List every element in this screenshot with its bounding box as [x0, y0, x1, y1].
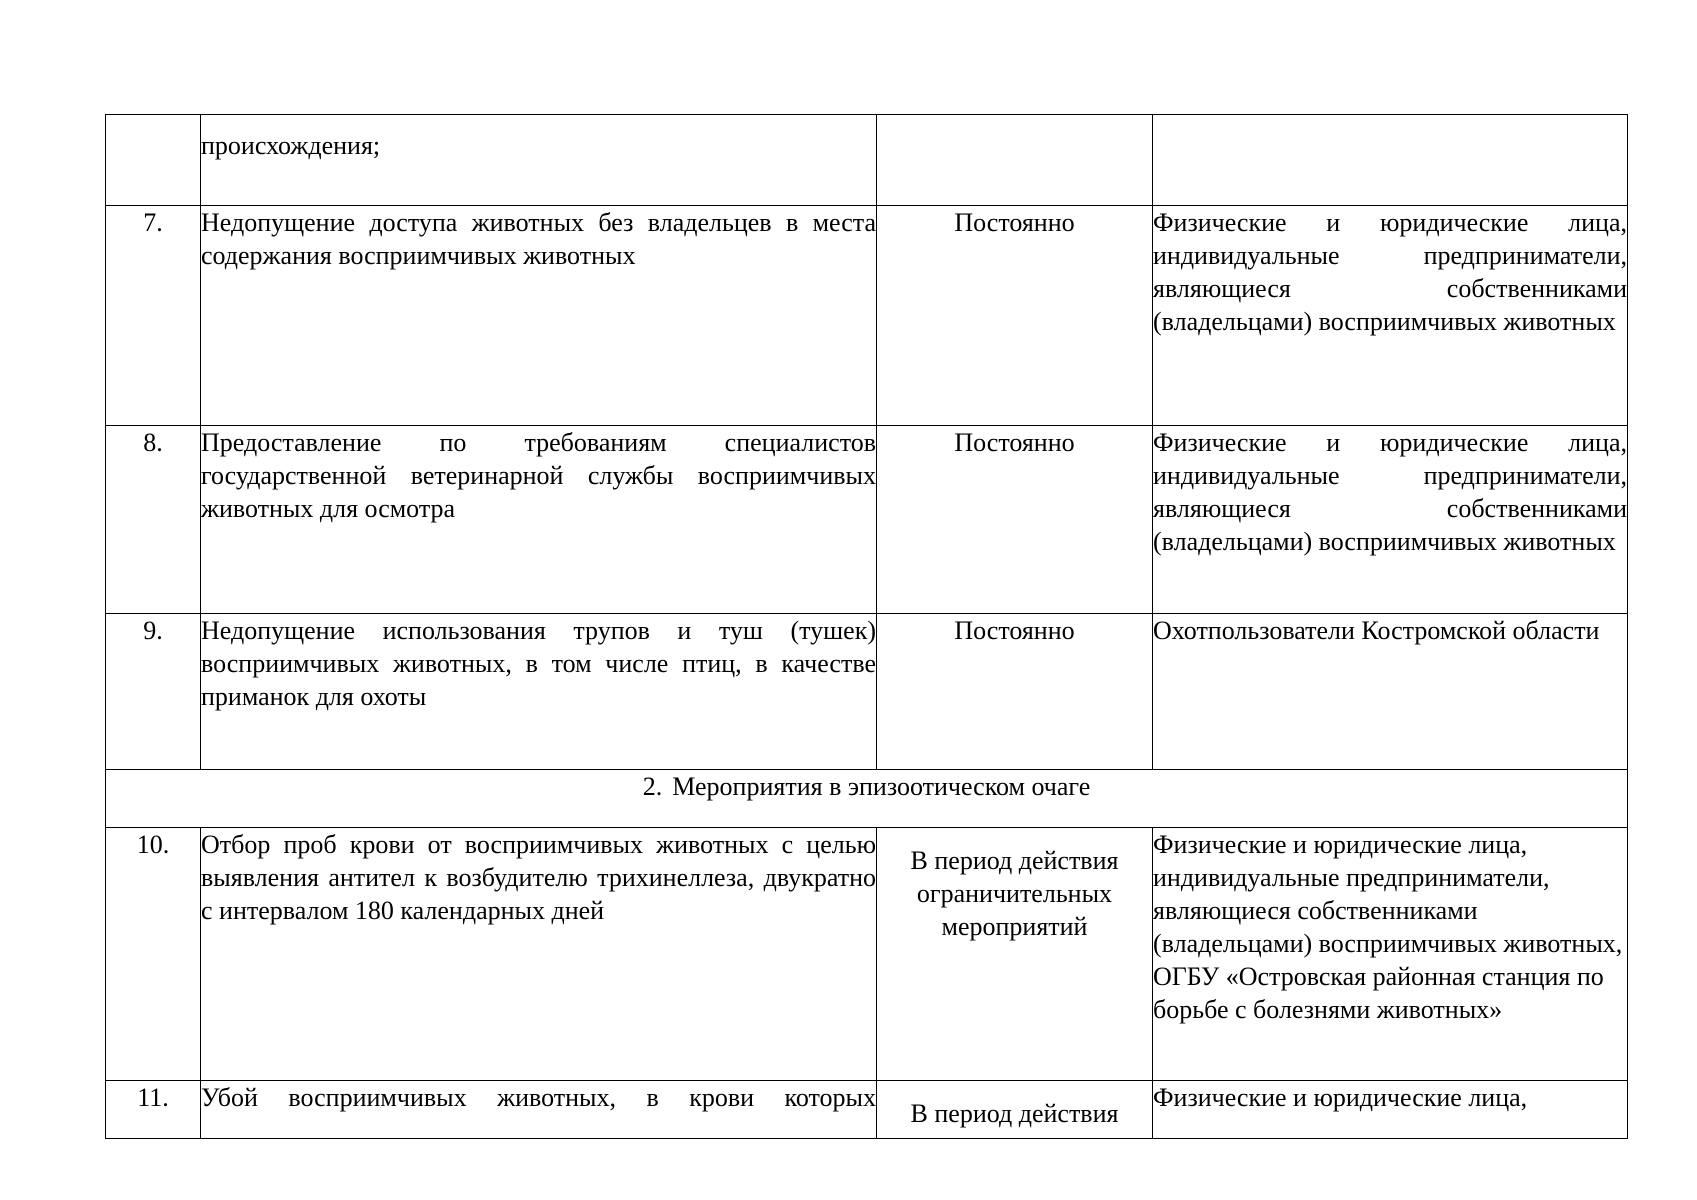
row-responsible: Физические и юридические лица, индивидуальные предприниматели, являющиеся собственниками (владельцами) восприимчивых животных — [1153, 426, 1628, 614]
row-responsible: Охотпользователи Костромской области — [1153, 614, 1628, 770]
section-title: Мероприятия в эпизоотическом очаге — [672, 772, 1091, 801]
row-period: Постоянно — [877, 614, 1153, 770]
table-row — [106, 828, 1628, 1081]
row-period: В период действия ограничительных мероприятий — [877, 828, 1153, 1081]
row-responsible: Физические и юридические лица, индивидуальные предприниматели, являющиеся собственниками (владельцами) восприимчивых животных, ОГБУ «Островская районная станция по борьбе с болезнями животных» — [1153, 828, 1628, 1081]
table-row — [106, 426, 1628, 614]
row-number: 10. — [106, 828, 201, 1081]
row-description: Предоставление по требованиям специалистов государственной ветеринарной службы восприимчивых животных для осмотра — [201, 426, 877, 614]
row-responsible: Физические и юридические лица, — [1153, 1081, 1628, 1139]
row-responsible: Физические и юридические лица, индивидуальные предприниматели, являющиеся собственниками (владельцами) восприимчивых животных — [1153, 206, 1628, 426]
row-description: Недопущение использования трупов и туш (тушек) восприимчивых животных, в том числе птиц, в качестве приманок для охоты — [201, 614, 877, 770]
table-row — [106, 206, 1628, 426]
row-responsible — [1153, 115, 1628, 206]
row-period: В период действия — [877, 1081, 1153, 1139]
table-row — [106, 1081, 1628, 1139]
section-number: 2. — [642, 772, 663, 801]
table-row — [106, 614, 1628, 770]
row-description: Отбор проб крови от восприимчивых животных с целью выявления антител к возбудителю трихинеллеза, двукратно с интервалом 180 календарных дней — [201, 828, 877, 1081]
row-number: 7. — [106, 206, 201, 426]
row-period — [877, 115, 1153, 206]
row-description: происхождения; — [201, 115, 877, 206]
row-period: Постоянно — [877, 206, 1153, 426]
row-number — [106, 115, 201, 206]
row-description: Убой восприимчивых животных, в крови которых — [201, 1081, 877, 1139]
section-row — [106, 770, 1628, 828]
row-description: Недопущение доступа животных без владельцев в места содержания восприимчивых животных — [201, 206, 877, 426]
row-period: Постоянно — [877, 426, 1153, 614]
row-number: 9. — [106, 614, 201, 770]
table-row — [106, 115, 1628, 206]
row-number: 11. — [106, 1081, 201, 1139]
row-number: 8. — [106, 426, 201, 614]
section-heading — [106, 770, 1628, 828]
measures-table — [105, 114, 1628, 1139]
